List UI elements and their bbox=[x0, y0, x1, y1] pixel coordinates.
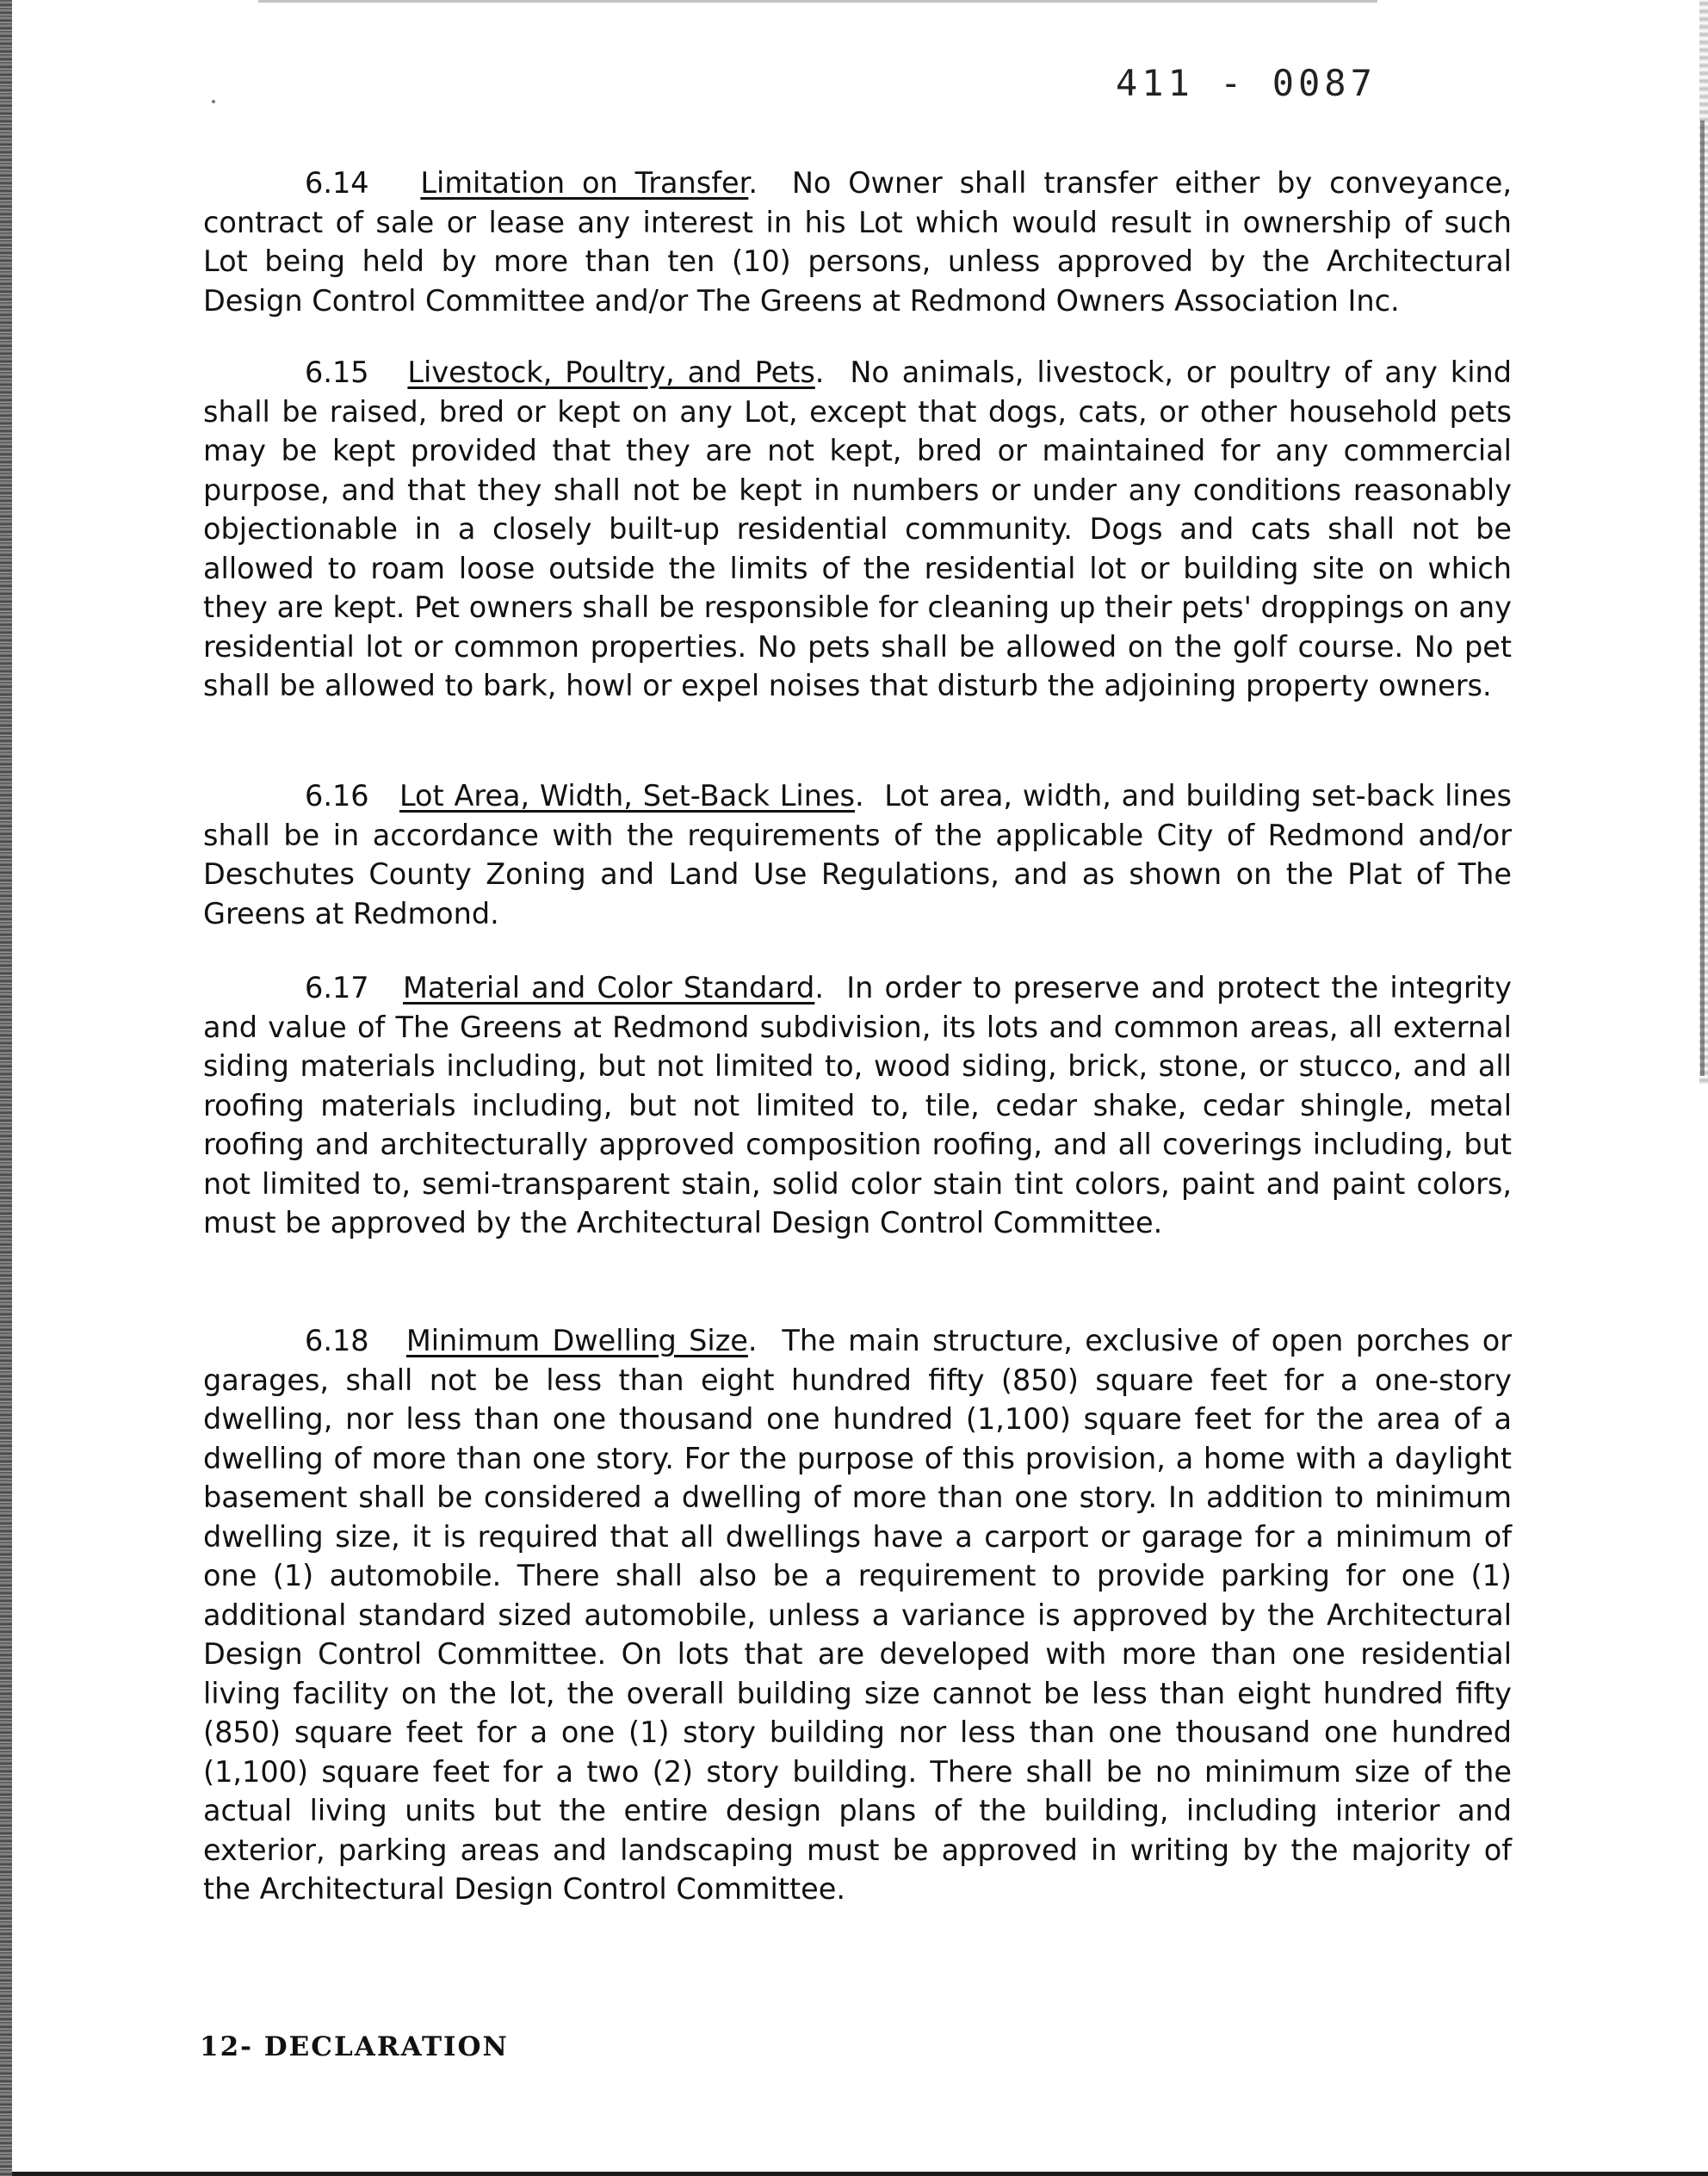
section-body: Lot area, width, and building set-back lines shall be in accordance with the requirements of the applicable City of Redmond and/or Deschutes County Zoning and Land Use Regulations, and as shown on the Plat of The Greens at Redmond. bbox=[203, 779, 1512, 930]
section-number: 6.16 bbox=[305, 779, 369, 813]
section-6-17: 6.17 Material and Color Standard. In order to preserve and protect the integrity and value of The Greens at Redmond subdivision, its lots and common areas, all external siding materials including, but not limited to, wood siding, brick, stone, or stucco, and all roofing materials including, but not limited to, tile, cedar shake, cedar shingle, metal roofing and architecturally approved composition roofing, and all coverings including, but not limited to, semi-transparent stain, solid color stain tint colors, paint and paint colors, must be approved by the Architectural Design Control Committee. bbox=[203, 971, 1513, 1239]
section-body: No animals, livestock, or poultry of any kind shall be raised, bred or kept on any Lot, except that dogs, cats, or other household pets may be kept provided that they are not kept, bred or maintained for any commercial purpose, and that they shall not be kept in numbers or under any conditions reasonably objectionable in a closely built-up residential community. Dogs and cats shall not be allowed to roam loose outside the limits of the residential lot or building site on which they are kept. Pet owners shall be responsible for cleaning up their pets' droppings on any residential lot or common properties. No pets shall be allowed on the golf course. No pet shall be allowed to bark, howl or expel noises that disturb the adjoining property owners. bbox=[203, 355, 1512, 702]
scan-bottom-rule bbox=[12, 2172, 1708, 2176]
section-body: In order to preserve and protect the integrity and value of The Greens at Redmond subdivision, its lots and common areas, all external siding materials including, but not limited to, wood siding, brick, stone, or stucco, and all roofing materials including, but not limited to, tile, cedar shake, cedar shingle, metal roofing and architecturally approved composition roofing, and all coverings including, but not limited to, semi-transparent stain, solid color stain tint colors, paint and paint colors, must be approved by the Architectural Design Control Committee. bbox=[203, 971, 1513, 1239]
section-number: 6.17 bbox=[305, 971, 369, 1005]
section-number: 6.18 bbox=[305, 1324, 369, 1357]
section-6-18: 6.18 Minimum Dwelling Size. The main structure, exclusive of open porches or garages, shall not be less than eight hundred fifty (850) square feet for a one-story dwelling, nor less than one thousand one hundred (1,100) square feet for the area of a dwelling of more than one story. For the purpose of this provision, a home with a daylight basement shall be considered a dwelling of more than one story. In addition to minimum dwelling size, it is required that all dwellings have a carport or garage for a minimum of one (1) automobile. There shall also be a requirement to provide parking for one (1) additional standard sized automobile, unless a variance is approved by the Architectural Design Control Committee. On lots that are developed with more than one residential living facility on the lot, the overall building size cannot be less than eight hundred fifty (850) square feet for a one (1) story building nor less than one thousand one hundred (1,100) square feet for a two (2) story building. There shall be no minimum size of the actual living units but the entire design plans of the building, including interior and exterior, parking areas and landscaping must be approved in writing by the majority of the Architectural Design Control Committee. bbox=[203, 1324, 1512, 1906]
scan-right-edge-mark bbox=[1700, 121, 1705, 1076]
section-title: Limitation on Transfer bbox=[420, 166, 749, 200]
page-footer: 12- DECLARATION bbox=[200, 2031, 509, 2062]
section-number: 6.14 bbox=[305, 166, 369, 200]
section-body: The main structure, exclusive of open porches or garages, shall not be less than eight hundred fifty (850) square feet for a one-story dwelling, nor less than one thousand one hundred (1,100) square feet for the area of a dwelling of more than one story. For the purpose of this provision, a home with a daylight basement shall be considered a dwelling of more than one story. In addition to minimum dwelling size, it is required that all dwellings have a carport or garage for a minimum of one (1) automobile. There shall also be a requirement to provide parking for one (1) additional standard sized automobile, unless a variance is approved by the Architectural Design Control Committee. On lots that are developed with more than one residential living facility on the lot, the overall building size cannot be less than eight hundred fifty (850) square feet for a one (1) story building nor less than one thousand one hundred (1,100) square feet for a two (2) story building. There shall be no minimum size of the actual living units but the entire design plans of the building, including interior and exterior, parking areas and landscaping must be approved in writing by the majority of the Architectural Design Control Committee. bbox=[203, 1324, 1512, 1906]
section-title: Material and Color Standard bbox=[402, 971, 815, 1005]
section-6-16: 6.16 Lot Area, Width, Set-Back Lines. Lot area, width, and building set-back lines shall be in accordance with the requirements of the applicable City of Redmond and/or Deschutes County Zoning and Land Use Regulations, and as shown on the Plat of The Greens at Redmond. bbox=[203, 779, 1512, 930]
section-title: Livestock, Poultry, and Pets bbox=[407, 355, 815, 389]
scan-left-edge bbox=[0, 0, 12, 2176]
section-number: 6.15 bbox=[305, 355, 369, 389]
section-6-15: 6.15 Livestock, Poultry, and Pets. No animals, livestock, or poultry of any kind shall be raised, bred or kept on any Lot, except that dogs, cats, or other household pets may be kept provided that they are not kept, bred or maintained for any commercial purpose, and that they shall not be kept in numbers or under any conditions reasonably objectionable in a closely built-up residential community. Dogs and cats shall not be allowed to roam loose outside the limits of the residential lot or building site on which they are kept. Pet owners shall be responsible for cleaning up their pets' droppings on any residential lot or common properties. No pets shall be allowed on the golf course. No pet shall be allowed to bark, howl or expel noises that disturb the adjoining property owners. bbox=[203, 355, 1512, 702]
section-6-14: 6.14 Limitation on Transfer. No Owner shall transfer either by conveyance, contract of sale or lease any interest in his Lot which would result in ownership of such Lot being held by more than ten (10) persons, unless approved by the Architectural Design Control Committee and/or The Greens at Redmond Owners Association Inc. bbox=[203, 166, 1513, 318]
scan-top-rule bbox=[258, 0, 1377, 3]
section-title: Lot Area, Width, Set-Back Lines bbox=[399, 779, 856, 813]
document-number: 411 - 0087 bbox=[1116, 62, 1377, 104]
section-body: No Owner shall transfer either by conveyance, contract of sale or lease any interest in his Lot which would result in ownership of such Lot being held by more than ten (10) persons, unless approved by the Architectural Design Control Committee and/or The Greens at Redmond Owners Association Inc. bbox=[203, 166, 1513, 318]
section-title: Minimum Dwelling Size bbox=[405, 1324, 748, 1357]
scan-speck bbox=[212, 100, 215, 103]
